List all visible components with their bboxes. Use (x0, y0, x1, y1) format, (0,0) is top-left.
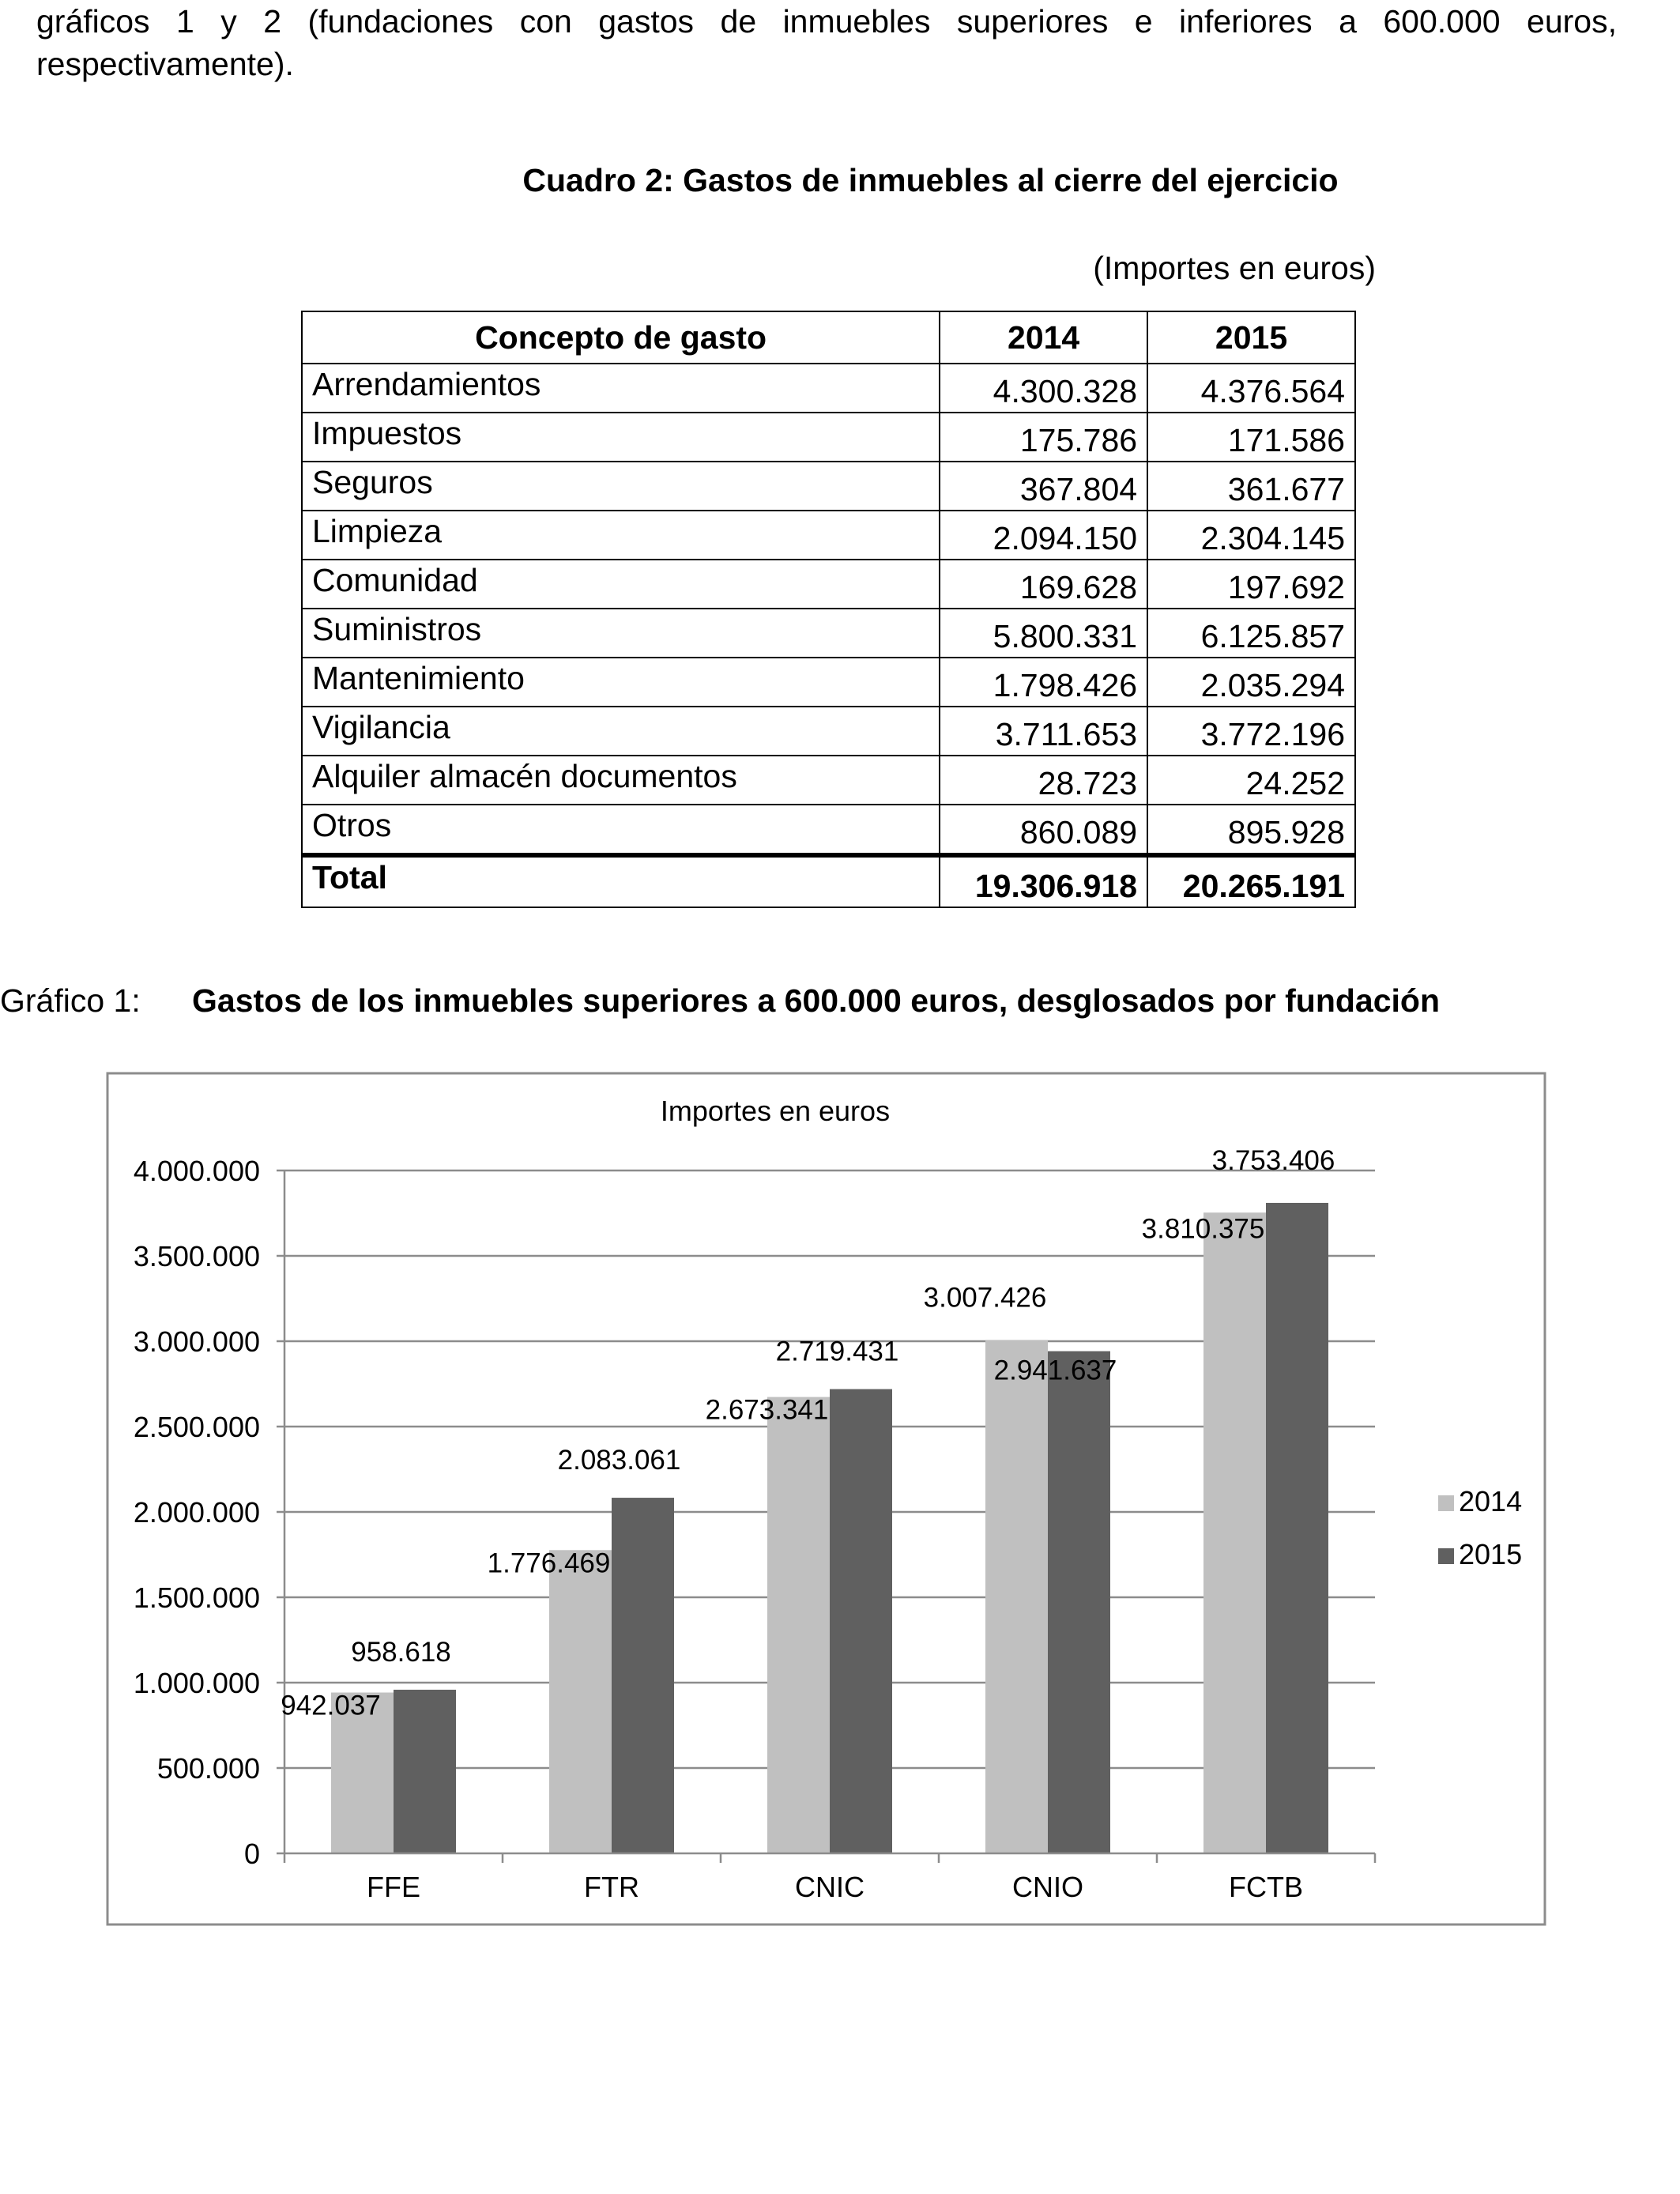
header-2014: 2014 (940, 311, 1147, 364)
y-tick-label: 500.000 (156, 1752, 260, 1785)
y-tick-label: 4.000.000 (133, 1155, 260, 1187)
row-concept: Mantenimiento (302, 658, 940, 707)
data-label: 2.673.341 (705, 1394, 829, 1426)
row-concept: Limpieza (302, 511, 940, 560)
row-2015: 171.586 (1147, 413, 1355, 462)
row-concept: Comunidad (302, 560, 940, 609)
y-tick-label: 1.500.000 (133, 1581, 260, 1614)
bar-2015-FTR (612, 1498, 674, 1853)
row-2015: 197.692 (1147, 560, 1355, 609)
y-tick-label: 3.500.000 (133, 1240, 260, 1272)
total-2015: 20.265.191 (1147, 855, 1355, 907)
data-label: 2.719.431 (775, 1336, 899, 1367)
row-concept: Alquiler almacén documentos (302, 756, 940, 805)
row-2014: 860.089 (940, 805, 1147, 855)
row-2015: 24.252 (1147, 756, 1355, 805)
row-concept: Arrendamientos (302, 364, 940, 413)
row-2014: 2.094.150 (940, 511, 1147, 560)
intro-line-1: gráficos 1 y 2 (fundaciones con gastos de inmuebles superiores e inferiores a 600.000 euros, (36, 3, 1617, 40)
row-concept: Seguros (302, 462, 940, 511)
bar-2015-FFE (394, 1690, 456, 1853)
row-2014: 175.786 (940, 413, 1147, 462)
chart-title: Importes en euros (660, 1095, 891, 1127)
y-tick-label: 3.000.000 (133, 1325, 260, 1358)
row-2014: 1.798.426 (940, 658, 1147, 707)
row-2015: 361.677 (1147, 462, 1355, 511)
y-tick-label: 1.000.000 (133, 1667, 260, 1699)
data-label: 958.618 (351, 1636, 451, 1668)
bar-2014-CNIO (985, 1340, 1048, 1853)
row-2015: 3.772.196 (1147, 707, 1355, 756)
x-tick-label: CNIO (1012, 1871, 1083, 1903)
data-label: 3.753.406 (1211, 1144, 1335, 1176)
bar-2014-FCTB (1203, 1212, 1266, 1853)
row-2014: 28.723 (940, 756, 1147, 805)
bar-2014-CNIC (767, 1397, 830, 1853)
row-2014: 169.628 (940, 560, 1147, 609)
bar-2015-CNIO (1048, 1351, 1110, 1853)
row-2014: 5.800.331 (940, 609, 1147, 658)
data-label: 3.810.375 (1141, 1213, 1265, 1245)
legend-label: 2015 (1459, 1538, 1523, 1570)
row-concept: Vigilancia (302, 707, 940, 756)
row-2015: 2.304.145 (1147, 511, 1355, 560)
intro-line-2: respectivamente). (36, 46, 294, 82)
header-2015: 2015 (1147, 311, 1355, 364)
bar-2015-FCTB (1266, 1203, 1328, 1853)
total-label: Total (302, 855, 940, 907)
legend-swatch (1438, 1548, 1454, 1564)
total-2014: 19.306.918 (940, 855, 1147, 907)
x-tick-label: CNIC (795, 1871, 864, 1903)
legend-swatch (1438, 1495, 1454, 1511)
bar-2014-FTR (549, 1550, 612, 1853)
row-2014: 4.300.328 (940, 364, 1147, 413)
header-concept: Concepto de gasto (302, 311, 940, 364)
data-label: 2.083.061 (557, 1445, 681, 1476)
row-2015: 895.928 (1147, 805, 1355, 855)
data-label: 2.941.637 (993, 1355, 1117, 1386)
data-label: 3.007.426 (923, 1282, 1047, 1314)
data-label: 942.037 (281, 1690, 381, 1721)
row-2015: 6.125.857 (1147, 609, 1355, 658)
row-2014: 367.804 (940, 462, 1147, 511)
bar-2015-CNIC (830, 1389, 892, 1853)
row-2014: 3.711.653 (940, 707, 1147, 756)
y-tick-label: 0 (243, 1838, 260, 1870)
row-2015: 2.035.294 (1147, 658, 1355, 707)
data-label: 1.776.469 (487, 1547, 611, 1579)
table-units: (Importes en euros) (1093, 250, 1376, 286)
figure-title: Gastos de los inmuebles superiores a 600.000 euros, desglosados por fundación (192, 982, 1441, 1019)
x-tick-label: FFE (367, 1871, 420, 1903)
row-2015: 4.376.564 (1147, 364, 1355, 413)
table-title: Cuadro 2: Gastos de inmuebles al cierre del ejercicio (522, 162, 1339, 198)
x-tick-label: FTR (584, 1871, 639, 1903)
legend-label: 2014 (1459, 1485, 1523, 1517)
figure-number: Gráfico 1: (0, 982, 141, 1019)
row-concept: Impuestos (302, 413, 940, 462)
y-tick-label: 2.500.000 (133, 1411, 260, 1443)
row-concept: Suministros (302, 609, 940, 658)
y-tick-label: 2.000.000 (133, 1496, 260, 1529)
x-tick-label: FCTB (1229, 1871, 1303, 1903)
row-concept: Otros (302, 805, 940, 855)
